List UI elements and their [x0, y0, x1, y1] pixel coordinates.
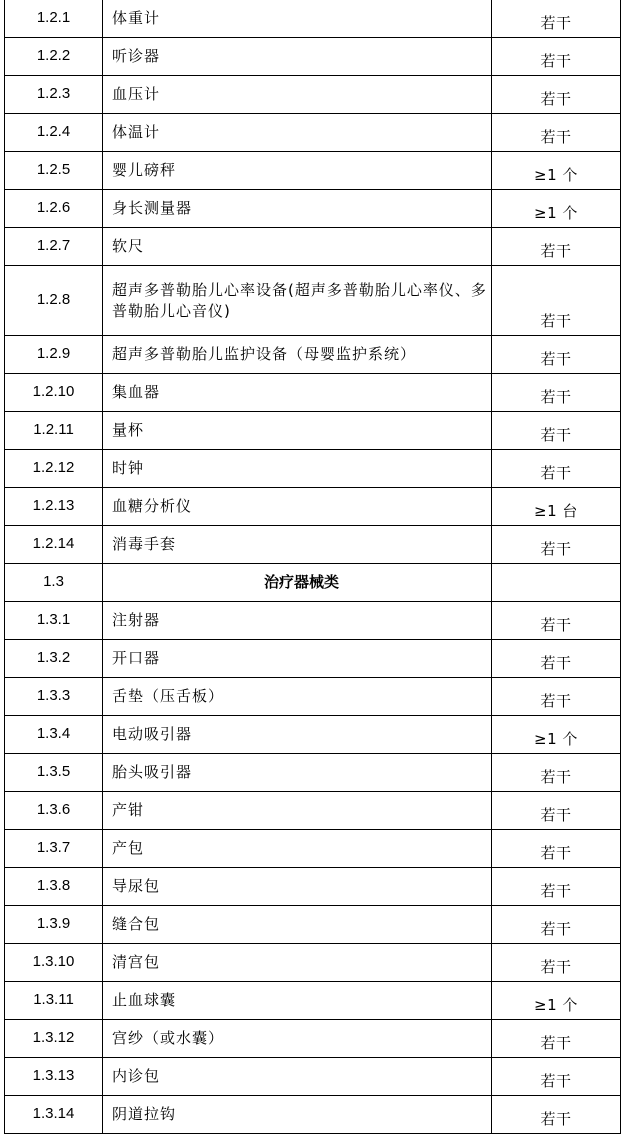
table-row: [5, 602, 621, 640]
table-row: [5, 114, 621, 152]
item-number: 1.2.1: [5, 0, 103, 38]
table-row: [5, 678, 621, 716]
table-row: [5, 228, 621, 266]
table-row: [5, 1020, 621, 1058]
table-row: [5, 190, 621, 228]
item-number: 1.2.5: [5, 152, 103, 190]
item-number: 1.2.11: [5, 412, 103, 450]
item-number: 1.3.9: [5, 906, 103, 944]
item-name: 时钟: [103, 450, 492, 488]
table-row: [5, 716, 621, 754]
item-name: 消毒手套: [103, 526, 492, 564]
item-quantity: ≥1 个: [492, 152, 621, 190]
item-name: 电动吸引器: [103, 716, 492, 754]
item-name: 软尺: [103, 228, 492, 266]
table-row: [5, 38, 621, 76]
table-row: [5, 1096, 621, 1134]
item-name: 身长测量器: [103, 190, 492, 228]
table-row: [5, 1058, 621, 1096]
item-name: 超声多普勒胎儿监护设备（母婴监护系统）: [103, 336, 492, 374]
item-number: 1.2.2: [5, 38, 103, 76]
item-name: 血压计: [103, 76, 492, 114]
item-number: 1.3.1: [5, 602, 103, 640]
item-quantity: ≥1 个: [492, 982, 621, 1020]
item-name: 超声多普勒胎儿心率设备(超声多普勒胎儿心率仪、多普勒胎儿心音仪): [103, 266, 492, 336]
table-row: [5, 944, 621, 982]
item-quantity: 若干: [492, 944, 621, 982]
item-quantity: 若干: [492, 906, 621, 944]
table-row: [5, 450, 621, 488]
table-row: [5, 792, 621, 830]
item-number: 1.3.13: [5, 1058, 103, 1096]
item-number: 1.3.4: [5, 716, 103, 754]
section-quantity-empty: [492, 564, 621, 602]
item-number: 1.3.7: [5, 830, 103, 868]
table-row: [5, 868, 621, 906]
table-row: [5, 412, 621, 450]
item-quantity: 若干: [492, 76, 621, 114]
item-quantity: 若干: [492, 374, 621, 412]
item-number: 1.3.6: [5, 792, 103, 830]
item-name: 清宫包: [103, 944, 492, 982]
item-name: 血糖分析仪: [103, 488, 492, 526]
table-row: [5, 0, 621, 38]
item-quantity: ≥1 台: [492, 488, 621, 526]
item-quantity: 若干: [492, 830, 621, 868]
item-number: 1.3.5: [5, 754, 103, 792]
item-name: 胎头吸引器: [103, 754, 492, 792]
table-row: [5, 76, 621, 114]
item-quantity: 若干: [492, 450, 621, 488]
item-number: 1.2.7: [5, 228, 103, 266]
item-quantity: 若干: [492, 266, 621, 336]
item-quantity: 若干: [492, 336, 621, 374]
equipment-table: [4, 0, 621, 1134]
item-quantity: 若干: [492, 602, 621, 640]
item-name: 量杯: [103, 412, 492, 450]
item-quantity: 若干: [492, 1020, 621, 1058]
section-number: 1.3: [5, 564, 103, 602]
item-quantity: 若干: [492, 526, 621, 564]
item-number: 1.2.4: [5, 114, 103, 152]
table-row: [5, 488, 621, 526]
item-number: 1.2.6: [5, 190, 103, 228]
item-name: 产包: [103, 830, 492, 868]
item-number: 1.2.9: [5, 336, 103, 374]
item-name: 缝合包: [103, 906, 492, 944]
item-number: 1.2.10: [5, 374, 103, 412]
table-row: [5, 640, 621, 678]
item-quantity: 若干: [492, 38, 621, 76]
section-title: 治疗器械类: [103, 564, 492, 602]
table-row: [5, 374, 621, 412]
item-quantity: 若干: [492, 678, 621, 716]
item-name: 集血器: [103, 374, 492, 412]
item-quantity: 若干: [492, 412, 621, 450]
item-quantity: 若干: [492, 1096, 621, 1134]
item-number: 1.2.14: [5, 526, 103, 564]
item-name: 体温计: [103, 114, 492, 152]
table-row: [5, 754, 621, 792]
item-quantity: 若干: [492, 1058, 621, 1096]
item-name: 注射器: [103, 602, 492, 640]
item-quantity: 若干: [492, 640, 621, 678]
table-row: [5, 906, 621, 944]
item-name: 内诊包: [103, 1058, 492, 1096]
item-quantity: 若干: [492, 228, 621, 266]
item-number: 1.3.8: [5, 868, 103, 906]
item-name: 舌垫（压舌板）: [103, 678, 492, 716]
item-name: 产钳: [103, 792, 492, 830]
item-quantity: ≥1 个: [492, 190, 621, 228]
item-number: 1.3.2: [5, 640, 103, 678]
item-quantity: 若干: [492, 114, 621, 152]
table-row: [5, 336, 621, 374]
item-name: 阴道拉钩: [103, 1096, 492, 1134]
item-number: 1.3.3: [5, 678, 103, 716]
section-header-row: [5, 564, 621, 602]
table-row: [5, 152, 621, 190]
item-number: 1.2.13: [5, 488, 103, 526]
table-row: [5, 982, 621, 1020]
item-name: 体重计: [103, 0, 492, 38]
item-number: 1.3.10: [5, 944, 103, 982]
item-name: 听诊器: [103, 38, 492, 76]
item-quantity: 若干: [492, 792, 621, 830]
item-number: 1.3.11: [5, 982, 103, 1020]
item-number: 1.2.8: [5, 266, 103, 336]
item-name: 婴儿磅秤: [103, 152, 492, 190]
table-row: [5, 526, 621, 564]
item-name: 宫纱（或水囊）: [103, 1020, 492, 1058]
item-number: 1.2.12: [5, 450, 103, 488]
item-quantity: 若干: [492, 868, 621, 906]
item-name: 导尿包: [103, 868, 492, 906]
item-name: 开口器: [103, 640, 492, 678]
item-quantity: 若干: [492, 0, 621, 38]
item-quantity: ≥1 个: [492, 716, 621, 754]
item-quantity: 若干: [492, 754, 621, 792]
item-number: 1.2.3: [5, 76, 103, 114]
item-number: 1.3.12: [5, 1020, 103, 1058]
table-row: [5, 266, 621, 336]
item-number: 1.3.14: [5, 1096, 103, 1134]
table-row: [5, 830, 621, 868]
item-name: 止血球囊: [103, 982, 492, 1020]
